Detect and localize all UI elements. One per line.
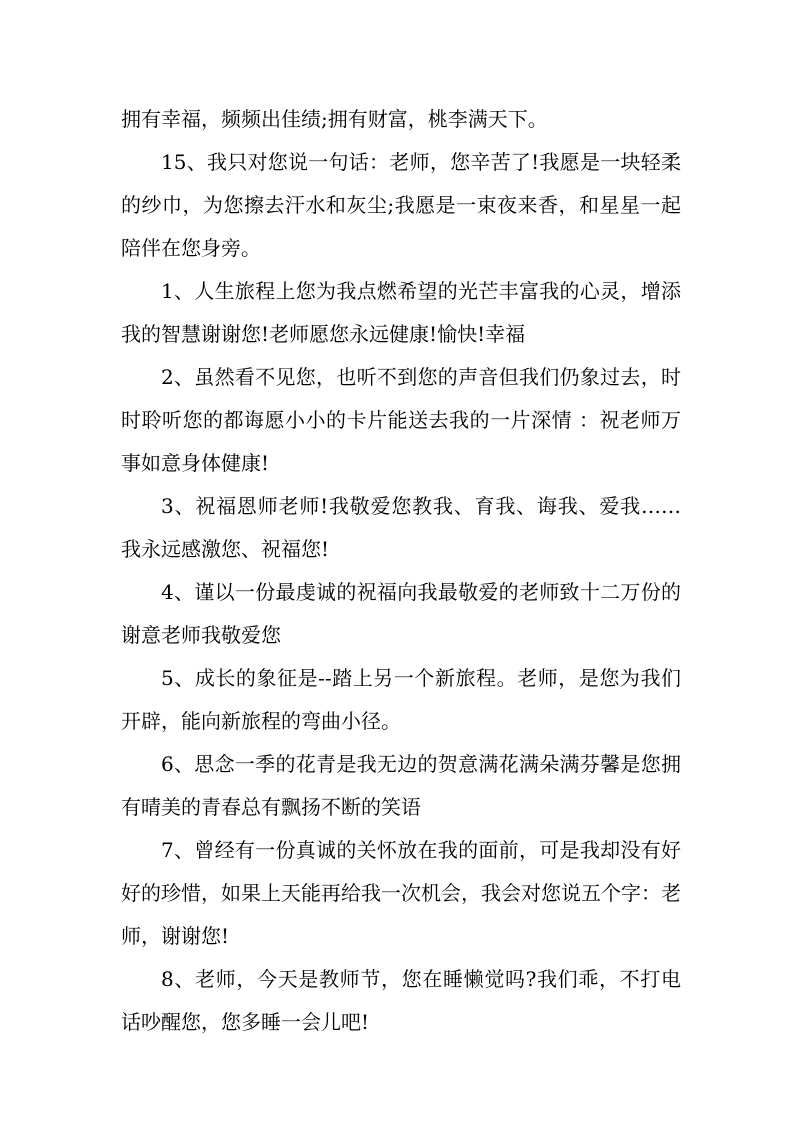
paragraph-1: 1、人生旅程上您为我点燃希望的光芒丰富我的心灵，增添我的智慧谢谢您!老师愿您永远健康!愉快!幸福 [121, 279, 681, 346]
paragraph-2: 2、虽然看不见您，也听不到您的声音但我们仍象过去，时时聆听您的都诲愿小小的卡片能送去我的一片深情 ：祝老师万事如意身体健康! [121, 365, 681, 475]
paragraph-5: 5、成长的象征是--踏上另一个新旅程。老师，是您为我们开辟，能向新旅程的弯曲小径。 [121, 666, 681, 733]
paragraph-6: 6、思念一季的花青是我无边的贺意满花满朵满芬馨是您拥有晴美的青春总有飘扬不断的笑语 [121, 752, 681, 819]
paragraph-3: 3、祝福恩师老师!我敬爱您教我、育我、诲我、爱我……我永远感激您、祝福您! [121, 494, 681, 561]
paragraph-4: 4、谨以一份最虔诚的祝福向我最敬爱的老师致十二万份的谢意老师我敬爱您 [121, 580, 681, 647]
paragraph-7: 7、曾经有一份真诚的关怀放在我的面前，可是我却没有好好的珍惜，如果上天能再给我一次机会，我会对您说五个字：老师，谢谢您! [121, 838, 681, 948]
paragraph-continuation: 拥有幸福，频频出佳绩;拥有财富，桃李满天下。 [121, 107, 548, 131]
document-body [121, 98, 681, 1044]
paragraph-8: 8、老师，今天是教师节，您在睡懒觉吗?我们乖，不打电话吵醒您，您多睡一会儿吧! [121, 967, 681, 1034]
paragraph-15: 15、我只对您说一句话：老师，您辛苦了!我愿是一块轻柔的纱巾，为您擦去汗水和灰尘;我愿是一束夜来香，和星星一起陪伴在您身旁。 [121, 150, 681, 260]
